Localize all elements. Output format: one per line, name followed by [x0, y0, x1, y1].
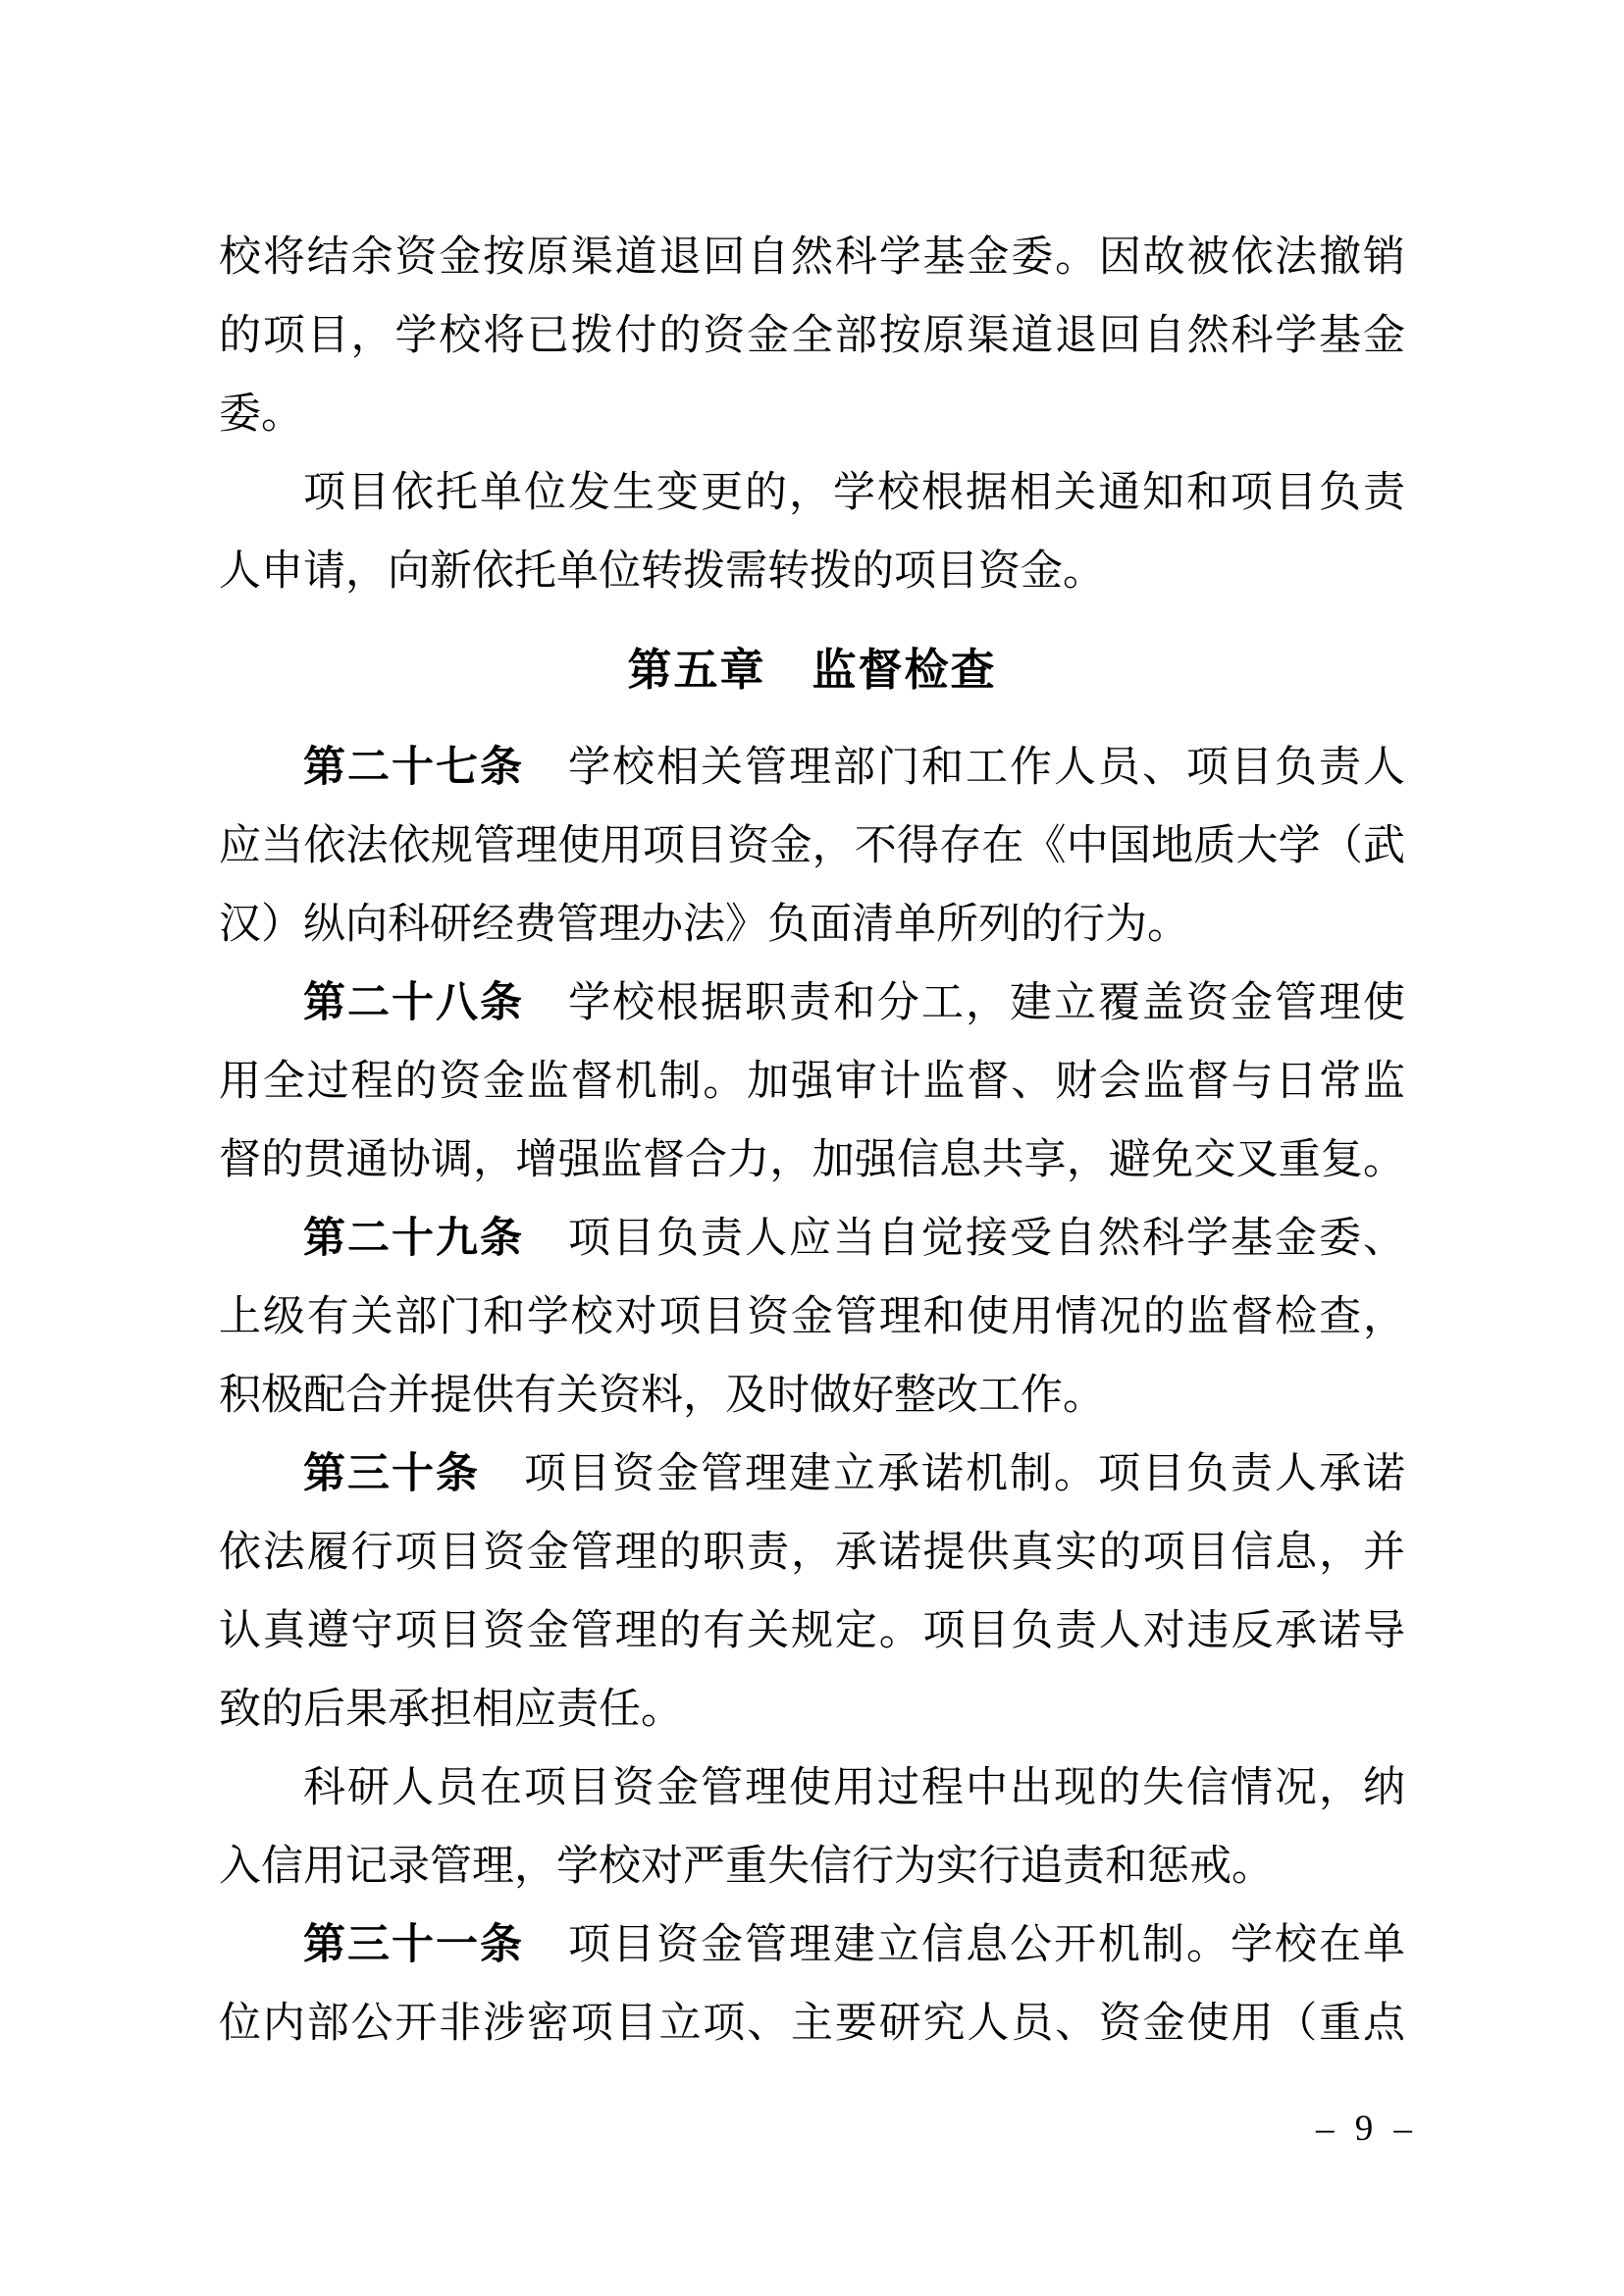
- text-run: 积极配合并提供有关资料，及时做好整改工作。: [219, 1373, 1105, 1419]
- text-run: 认真遵守项目资金管理的有关规定。项目负责人对违反承诺导: [219, 1608, 1405, 1654]
- text-line: [219, 1043, 1405, 1122]
- text-run: 科研人员在项目资金管理使用过程中出现的失信情况，纳: [303, 1765, 1405, 1811]
- text-line: [219, 886, 1405, 965]
- text-line: [219, 1514, 1405, 1592]
- paragraph: [219, 219, 1405, 454]
- text-line: [219, 297, 1405, 376]
- text-line: [219, 1985, 1405, 2063]
- text-line: [219, 729, 1405, 808]
- text-line: [219, 1122, 1405, 1200]
- text-line: [219, 1828, 1405, 1906]
- article-number: 第二十七条: [303, 745, 524, 791]
- text-run: 学校相关管理部门和工作人员、项目负责人: [524, 745, 1405, 791]
- text-run: 应当依法依规管理使用项目资金，不得存在《中国地质大学（武: [219, 823, 1405, 869]
- text-run: 项目依托单位发生变更的，学校根据相关通知和项目负责: [303, 470, 1405, 516]
- text-run: 上级有关部门和学校对项目资金管理和使用情况的监督检查，: [219, 1294, 1405, 1340]
- text-run: 学校根据职责和分工，建立覆盖资金管理使: [524, 980, 1405, 1026]
- text-line: [219, 1592, 1405, 1671]
- text-run: 项目负责人应当自觉接受自然科学基金委、: [524, 1216, 1405, 1262]
- text-run: 委。: [219, 391, 303, 438]
- article-number: 第三十条: [303, 1451, 480, 1497]
- paragraph: [219, 454, 1405, 611]
- text-line: [219, 454, 1405, 533]
- text-line: [219, 808, 1405, 886]
- text-line: [219, 219, 1405, 297]
- text-run: 项目资金管理建立信息公开机制。学校在单: [524, 1922, 1405, 1968]
- text-run: 用全过程的资金监督机制。加强审计监督、财会监督与日常监: [219, 1059, 1405, 1105]
- paragraph: [219, 1906, 1405, 2063]
- text-line: [219, 1200, 1405, 1278]
- article-number: 第二十九条: [303, 1216, 524, 1262]
- text-run: 人申请，向新依托单位转拨需转拨的项目资金。: [219, 548, 1105, 595]
- paragraph: [219, 1435, 1405, 1749]
- text-run: 汉）纵向科研经费管理办法》负面清单所列的行为。: [219, 902, 1189, 948]
- text-line: [219, 1278, 1405, 1357]
- text-line: [219, 1749, 1405, 1828]
- text-line: [219, 376, 1405, 454]
- text-line: [219, 965, 1405, 1043]
- chapter-heading: 第五章 监督检查: [627, 645, 997, 695]
- article-number: 第三十一条: [303, 1922, 524, 1968]
- paragraph: [219, 1749, 1405, 1906]
- paragraph: [219, 729, 1405, 965]
- text-line: [219, 1906, 1405, 1985]
- text-run: 位内部公开非涉密项目立项、主要研究人员、资金使用（重点: [219, 2001, 1405, 2047]
- text-line: [219, 1357, 1405, 1435]
- text-run: 督的贯通协调，增强监督合力，加强信息共享，避免交叉重复。: [219, 1137, 1405, 1183]
- document-body: [219, 219, 1405, 2063]
- text-run: 校将结余资金按原渠道退回自然科学基金委。因故被依法撤销: [219, 235, 1405, 281]
- paragraph: [219, 1200, 1405, 1435]
- text-run: 致的后果承担相应责任。: [219, 1687, 683, 1733]
- text-line: [219, 1671, 1405, 1749]
- text-run: 依法履行项目资金管理的职责，承诺提供真实的项目信息，并: [219, 1530, 1405, 1576]
- text-line: [219, 1435, 1405, 1514]
- text-line: [219, 533, 1405, 611]
- article-number: 第二十八条: [303, 980, 524, 1026]
- text-run: 项目资金管理建立承诺机制。项目负责人承诺: [480, 1451, 1405, 1497]
- page-number: – 9 –: [1316, 2109, 1418, 2149]
- text-run: 入信用记录管理，学校对严重失信行为实行追责和惩戒。: [219, 1844, 1274, 1890]
- paragraph: [219, 965, 1405, 1200]
- text-run: 的项目，学校将已拨付的资金全部按原渠道退回自然科学基金: [219, 313, 1405, 359]
